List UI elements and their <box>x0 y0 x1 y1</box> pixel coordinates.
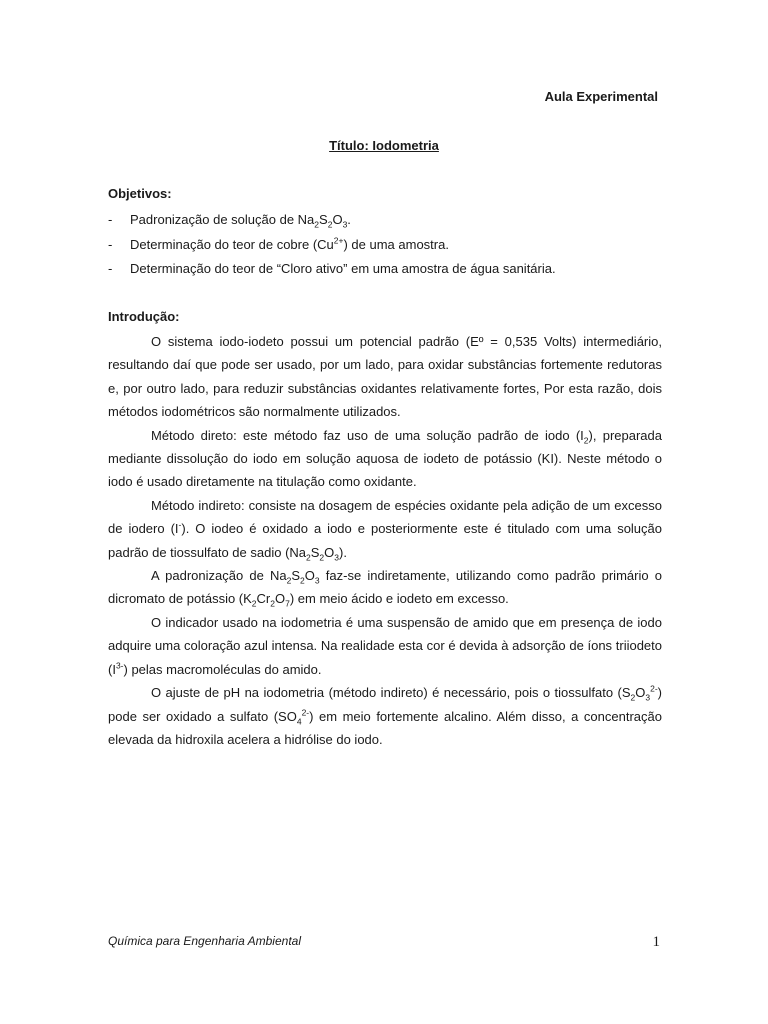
formula-part: S <box>310 544 320 560</box>
footer-course: Química para Engenharia Ambiental <box>108 934 301 948</box>
objetivo-item <box>108 233 660 258</box>
introducao-heading: Introdução: <box>108 309 180 324</box>
bullet-dash: - <box>108 212 113 227</box>
formula-part: O <box>304 568 315 584</box>
subscript: 2 <box>319 552 325 563</box>
superscript: - <box>178 519 182 530</box>
objetivos-list <box>108 208 660 282</box>
superscript: 3- <box>115 660 124 671</box>
formula-part: O <box>635 685 646 701</box>
subscript: 2 <box>306 552 311 563</box>
subscript: 3 <box>334 552 340 563</box>
superscript: 2- <box>650 683 658 694</box>
objetivos-heading: Objetivos: <box>108 186 172 201</box>
paragraph-text: ). O iodeo é oxidado a iodo e posteriormente este é titulado com uma solução padrão de tiossulfato de sadio (Na <box>108 521 662 560</box>
paragraph-text: faz-se indiretamente, utilizando como padrão primário o dicromato de potássio (K <box>108 568 662 607</box>
paragraph-text: O sistema iodo-iodeto possui um potencial padrão (Eº = 0,535 Volts) intermediário, resultando daí que pode ser usado, por um lado, para oxidar substâncias fortemente redutoras e, por outro lado, para reduzir substâncias oxidantes relativamente fortes, Por esta razão, dois métodos iodométricos são normalmente utilizados. <box>108 334 662 420</box>
subscript: 2 <box>286 575 292 586</box>
subscript: 2 <box>630 692 636 703</box>
paragraph-text: O indicador usado na iodometria é uma suspensão de amido que em presença de iodo adquire uma coloração azul intensa. Na realidade esta cor é devida à adsorção de íons triiodeto (I <box>108 614 662 677</box>
paragraph-text: Método indireto: consiste na dosagem de espécies oxidante pela adição de um excesso de iodero (I <box>108 497 662 537</box>
paragraph <box>108 330 662 424</box>
superscript: 2+ <box>333 235 344 246</box>
superscript: 2- <box>301 707 310 718</box>
paragraph-text: O ajuste de pH na iodometria (método indireto) é necessário, pois o tiossulfato (S <box>151 685 631 701</box>
paragraph-text: ). <box>339 544 347 560</box>
subscript: 2 <box>270 599 275 610</box>
formula-part: O <box>332 212 343 227</box>
subscript: 4 <box>296 716 302 727</box>
objetivo-text: Determinação do teor de “Cloro ativo” em uma amostra de água sanitária. <box>130 261 556 276</box>
subscript: 7 <box>285 599 290 610</box>
title-text: Título: Iodometria <box>329 138 439 153</box>
objetivo-item <box>108 257 660 282</box>
objetivo-item <box>108 208 660 233</box>
paragraph <box>108 494 662 564</box>
paragraph-text: Método direto: este método faz uso de uma solução padrão de iodo (I <box>151 427 584 443</box>
paragraph <box>108 681 662 751</box>
subscript: 2 <box>327 219 333 230</box>
subscript: 2 <box>251 599 257 610</box>
header-label: Aula Experimental <box>544 89 658 104</box>
formula-part: S <box>291 568 301 584</box>
objetivo-text: . <box>347 212 351 227</box>
page-title <box>0 138 768 153</box>
subscript: 2 <box>300 575 305 586</box>
subscript: 2 <box>314 219 320 230</box>
subscript: 3 <box>314 575 320 586</box>
formula-part: O <box>274 591 286 607</box>
formula-part: S <box>319 212 328 227</box>
introducao-body <box>108 330 662 751</box>
paragraph <box>108 611 662 681</box>
objetivo-text: ) de uma amostra. <box>343 236 449 252</box>
page-number: 1 <box>652 934 660 950</box>
bullet-dash: - <box>108 261 113 276</box>
paragraph <box>108 564 662 611</box>
paragraph-text: A padronização de Na <box>151 568 287 584</box>
paragraph-text: ) pelas macromoléculas do amido. <box>123 661 322 677</box>
paragraph-text: ) em meio fortemente alcalino. Além disso, a concentração elevada da hidroxila acelera a hidrólise do iodo. <box>108 708 662 747</box>
subscript: 3 <box>645 692 651 703</box>
paragraph-text: ) pode ser oxidado a sulfato (SO <box>108 685 662 724</box>
paragraph <box>108 424 662 494</box>
formula-part: Cr <box>256 591 271 607</box>
bullet-dash: - <box>108 236 113 252</box>
formula-part: O <box>324 544 335 560</box>
objetivo-text: Padronização de solução de Na <box>130 212 315 227</box>
subscript: 2 <box>583 435 589 446</box>
objetivo-text: Determinação do teor de cobre (Cu <box>130 236 334 252</box>
subscript: 3 <box>342 219 348 230</box>
paragraph-text: ) em meio ácido e iodeto em excesso. <box>289 591 509 607</box>
paragraph-text: ), preparada mediante dissolução do iodo em solução aquosa de iodeto de potássio (KI). Neste método o iodo é usado diretamente na titulação como oxidante. <box>108 427 662 490</box>
